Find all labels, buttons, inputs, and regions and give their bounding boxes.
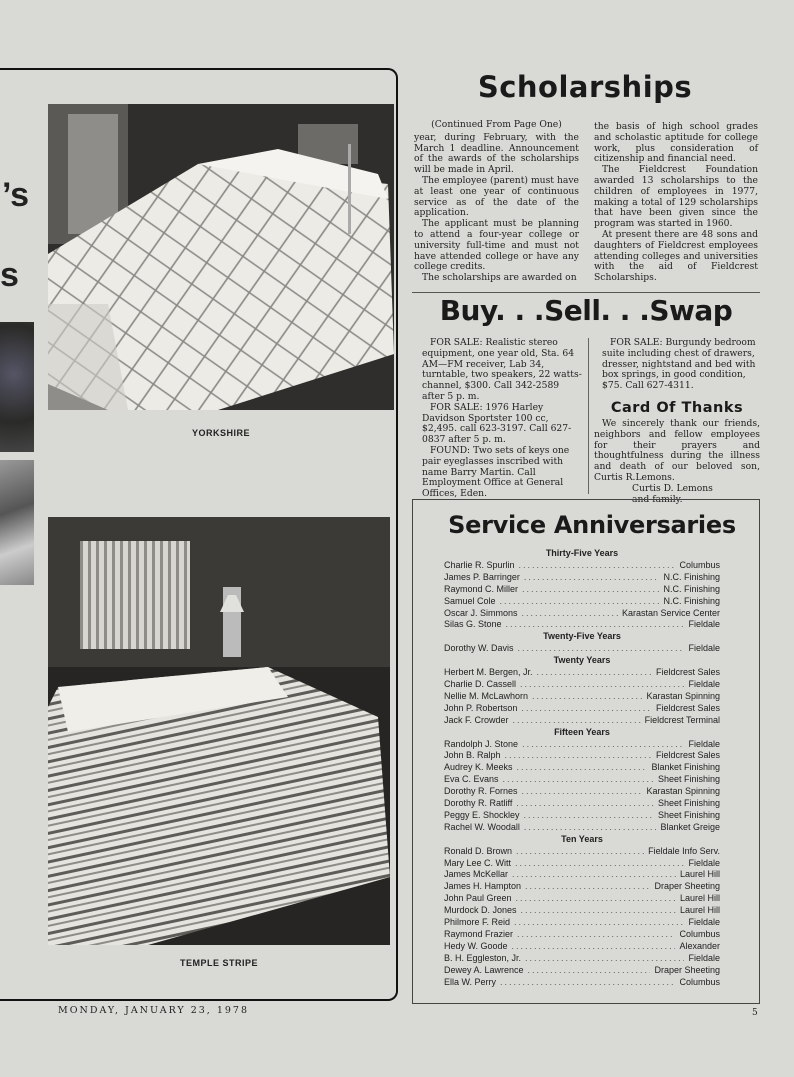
service-group-heading: Twenty-Five Years [543, 631, 621, 642]
employee-name: Ronald D. Brown [444, 845, 513, 856]
employee-name: Peggy E. Shockley [444, 809, 520, 820]
employee-location: Karastan Service Center [621, 607, 720, 618]
scholarships-paragraph: The applicant must be planning to attend a four-year college or university full-time and must not have attended college or have any college credits. [414, 218, 579, 273]
service-list-row [444, 846, 720, 858]
service-list-row [444, 715, 720, 727]
dot-leader [521, 905, 676, 917]
dot-leader [522, 584, 659, 596]
service-list-row [444, 977, 720, 989]
employee-location: Draper Sheeting [654, 881, 720, 892]
service-group-heading: Fifteen Years [554, 726, 610, 737]
employee-name: Nellie M. McLawhorn [444, 690, 529, 701]
employee-location: N.C. Finishing [663, 583, 720, 594]
service-list-row [444, 953, 720, 965]
section-divider [412, 292, 760, 293]
employee-location: Columbus [679, 559, 720, 570]
employee-name: Dorothy R. Fornes [444, 786, 518, 797]
employee-location: Sheet Finishing [657, 774, 720, 785]
dot-leader [518, 643, 685, 655]
dot-leader [500, 977, 675, 989]
temple-stripe-bed-illustration [48, 517, 390, 945]
service-list-row [444, 917, 720, 929]
dot-leader [512, 869, 676, 881]
service-group-heading: Ten Years [561, 833, 603, 844]
dot-leader [512, 941, 676, 953]
employee-location: Blanket Greige [660, 821, 720, 832]
employee-location: Columbus [679, 929, 720, 939]
dot-leader [500, 596, 660, 608]
yorkshire-caption: YORKSHIRE [191, 428, 250, 438]
employee-name: Oscar J. Simmons [444, 607, 518, 618]
employee-name: Randolph J. Stone [444, 738, 519, 749]
dot-leader [503, 774, 654, 786]
service-list-row [444, 596, 720, 608]
dot-leader [522, 786, 643, 798]
dot-leader [517, 762, 648, 774]
employee-location: Laurel Hill [679, 893, 720, 904]
issue-date: MONDAY, JANUARY 23, 1978 [58, 1005, 250, 1016]
service-list-row [444, 929, 720, 941]
service-list-row [444, 608, 720, 620]
employee-name: Audrey K. Meeks [444, 762, 513, 773]
employee-location: N.C. Finishing [663, 571, 720, 582]
service-list-row [444, 965, 720, 977]
service-list-row [444, 822, 720, 834]
employee-name: Philmore F. Reid [444, 917, 511, 928]
employee-name: Charlie R. Spurlin [444, 559, 515, 570]
employee-name: Ella W. Perry [444, 976, 497, 987]
employee-location: Fieldcrest Terminal [644, 714, 720, 725]
employee-location: Blanket Finishing [651, 762, 720, 773]
employee-name: John P. Robertson [444, 702, 518, 713]
continued-note: (Continued From Page One) [431, 119, 562, 130]
dot-leader [524, 822, 657, 834]
employee-name: Samuel Cole [444, 595, 496, 606]
card-of-thanks-body [594, 419, 760, 505]
service-list-row [444, 739, 720, 751]
dot-leader [516, 893, 676, 905]
employee-name: James H. Hampton [444, 881, 522, 892]
headline-fragment: ’s [2, 176, 30, 214]
employee-location: Draper Sheeting [654, 964, 720, 975]
dot-leader [525, 881, 650, 893]
employee-location: Laurel Hill [679, 869, 720, 880]
service-anniversaries-headline: Service Anniversaries [448, 511, 736, 539]
service-list-row [444, 941, 720, 953]
employee-name: Mary Lee C. Witt [444, 857, 512, 868]
dot-leader [505, 750, 652, 762]
service-list-row [444, 560, 720, 572]
classified-ad: FOR SALE: Realistic stereo equipment, one year old, Sta. 64 AM—FM receiver, Lab 34, turntable, two speakers, 22 watts-channel, $300. Call 342-2589 after 5 p. m. [422, 337, 582, 402]
dot-leader [513, 715, 641, 727]
employee-name: Herbert M. Bergen, Jr. [444, 667, 533, 678]
service-list-row [444, 679, 720, 691]
employee-name: Charlie D. Cassell [444, 678, 517, 689]
dot-leader [516, 846, 644, 858]
scholarships-paragraph: The employee (parent) must have at least one year of continuous service as of the date of the application. [414, 174, 579, 219]
service-list-row [444, 572, 720, 584]
dot-leader [516, 798, 654, 810]
classified-ads-right [594, 338, 760, 392]
dot-leader [515, 858, 684, 870]
employee-name: Dewey A. Lawrence [444, 964, 524, 975]
dot-leader [525, 953, 684, 965]
service-list-row [444, 798, 720, 810]
employee-name: Dorothy R. Ratliff [444, 798, 513, 809]
column-divider [588, 338, 589, 494]
employee-location: Fieldale [688, 678, 720, 689]
employee-location: Sheet Finishing [657, 798, 720, 809]
page-number: 5 [752, 1008, 760, 1018]
employee-name: Raymond C. Miller [444, 583, 519, 594]
headline-fragment: s [0, 256, 19, 294]
scholarships-paragraph: The scholarships are awarded on [422, 272, 577, 284]
scholarships-paragraph: At present there are 48 sons and daughters of Fieldcrest employees attending colleges and universities with the aid of Fieldcrest Scholarships. [594, 228, 758, 284]
employee-location: Fieldcrest Sales [655, 702, 720, 713]
employee-location: Karastan Spinning [646, 786, 720, 797]
service-list-row [444, 786, 720, 798]
employee-location: Fieldale [688, 619, 720, 630]
dot-leader [520, 679, 684, 691]
employee-location: Laurel Hill [679, 905, 720, 916]
service-list-row [444, 619, 720, 631]
employee-location: Fieldcrest Sales [655, 667, 720, 678]
employee-location: Fieldale [688, 643, 720, 654]
employee-name: Jack F. Crowder [444, 714, 509, 725]
service-list-row [444, 762, 720, 774]
classified-ad: FOR SALE: 1976 Harley Davidson Sportster 100 cc, $2,495. call 623-3197. Call 627-0837 after 5 p. m. [422, 401, 572, 446]
buy-sell-swap-headline: Buy. . .Sell. . .Swap [439, 294, 733, 327]
employee-name: Rachel W. Woodall [444, 821, 520, 832]
scholarships-paragraph: The Fieldcrest Foundation awarded 13 scholarships to the children of employees in 1977, making a total of 129 scholarships that have been given since the program was started in 1960. [594, 164, 758, 230]
dot-leader [537, 667, 652, 679]
service-list-row [444, 858, 720, 870]
dot-leader [506, 619, 685, 631]
employee-location: Fieldale Info Serv. [648, 845, 720, 856]
service-list-row [444, 893, 720, 905]
employee-name: Murdock D. Jones [444, 905, 517, 916]
edge-photo [0, 322, 34, 452]
employee-name: John Paul Green [444, 893, 512, 904]
employee-name: Raymond Frazier [444, 929, 514, 939]
dot-leader [517, 929, 675, 941]
employee-location: Fieldale [688, 952, 720, 963]
service-group-heading: Twenty Years [553, 655, 611, 666]
employee-location: Karastan Spinning [646, 690, 720, 701]
classified-ads-left [414, 338, 582, 500]
service-list-row [444, 774, 720, 786]
dot-leader [532, 691, 642, 703]
employee-name: Silas G. Stone [444, 619, 502, 630]
scholarships-column-2 [594, 122, 758, 284]
service-list-row [444, 905, 720, 917]
employee-name: James McKellar [444, 869, 509, 880]
employee-location: Sheet Finishing [657, 809, 720, 820]
temple-stripe-photo [48, 517, 390, 945]
employee-location: Alexander [679, 940, 720, 951]
dot-leader [522, 739, 684, 751]
scholarships-column-1 [414, 120, 579, 284]
thanks-signature: and family. [632, 493, 683, 505]
employee-location: Fieldale [688, 738, 720, 749]
employee-location: Fieldcrest Sales [655, 750, 720, 761]
service-list-row [444, 584, 720, 596]
employee-name: B. H. Eggleston, Jr. [444, 952, 522, 963]
service-list-row [444, 750, 720, 762]
employee-location: Fieldale [688, 857, 720, 868]
employee-name: Eva C. Evans [444, 774, 499, 785]
service-list-row [444, 881, 720, 893]
employee-location: Columbus [679, 976, 720, 987]
service-list-row [444, 810, 720, 822]
service-list-row [444, 643, 720, 655]
service-list-row [444, 869, 720, 881]
employee-name: James P. Barringer [444, 571, 520, 582]
scholarships-headline: Scholarships [477, 70, 693, 104]
classified-ad: FOUND: Two sets of keys one pair eyeglasses inscribed with name Barry Martin. Call Employment Office at General Offices, Eden. [422, 444, 570, 500]
employee-name: Dorothy W. Davis [444, 643, 514, 654]
dot-leader [522, 608, 618, 620]
dot-leader [524, 572, 660, 584]
dot-leader [528, 965, 651, 977]
edge-photo [0, 460, 34, 585]
service-list-row [444, 703, 720, 715]
employee-name: Hedy W. Goode [444, 940, 508, 951]
service-list-row [444, 667, 720, 679]
temple-stripe-caption: TEMPLE STRIPE [179, 958, 258, 968]
dot-leader [519, 560, 676, 572]
scholarships-paragraph: year, during February, with the March 1 deadline. Announcement of the awards of the scholarships will be made in April. [414, 131, 579, 176]
service-group-heading: Thirty-Five Years [545, 548, 619, 558]
yorkshire-photo [48, 104, 394, 410]
dot-leader [521, 703, 652, 715]
service-anniversaries-list [444, 548, 720, 989]
employee-location: N.C. Finishing [663, 595, 720, 606]
classified-ad: FOR SALE: Burgundy bedroom suite including chest of drawers, dresser, nightstand and bed with box springs, in good condition, $75. Call 627-4311. [602, 337, 756, 392]
scholarships-paragraph: the basis of high school grades and scholastic aptitude for college work, plus consideration of citizenship and financial need. [594, 121, 758, 165]
thanks-text: We sincerely thank our friends, neighbors and fellow employees for their prayers and thoughtfulness during the illness and death of our beloved son, Curtis R.Lemons. [594, 418, 760, 483]
employee-location: Fieldale [688, 917, 720, 928]
dot-leader [514, 917, 684, 929]
dot-leader [524, 810, 654, 822]
thanks-signature: Curtis D. Lemons [632, 482, 713, 494]
card-of-thanks-headline: Card Of Thanks [610, 400, 744, 416]
yorkshire-bed-illustration [48, 104, 394, 410]
employee-name: John B. Ralph [444, 750, 501, 761]
service-list-row [444, 691, 720, 703]
